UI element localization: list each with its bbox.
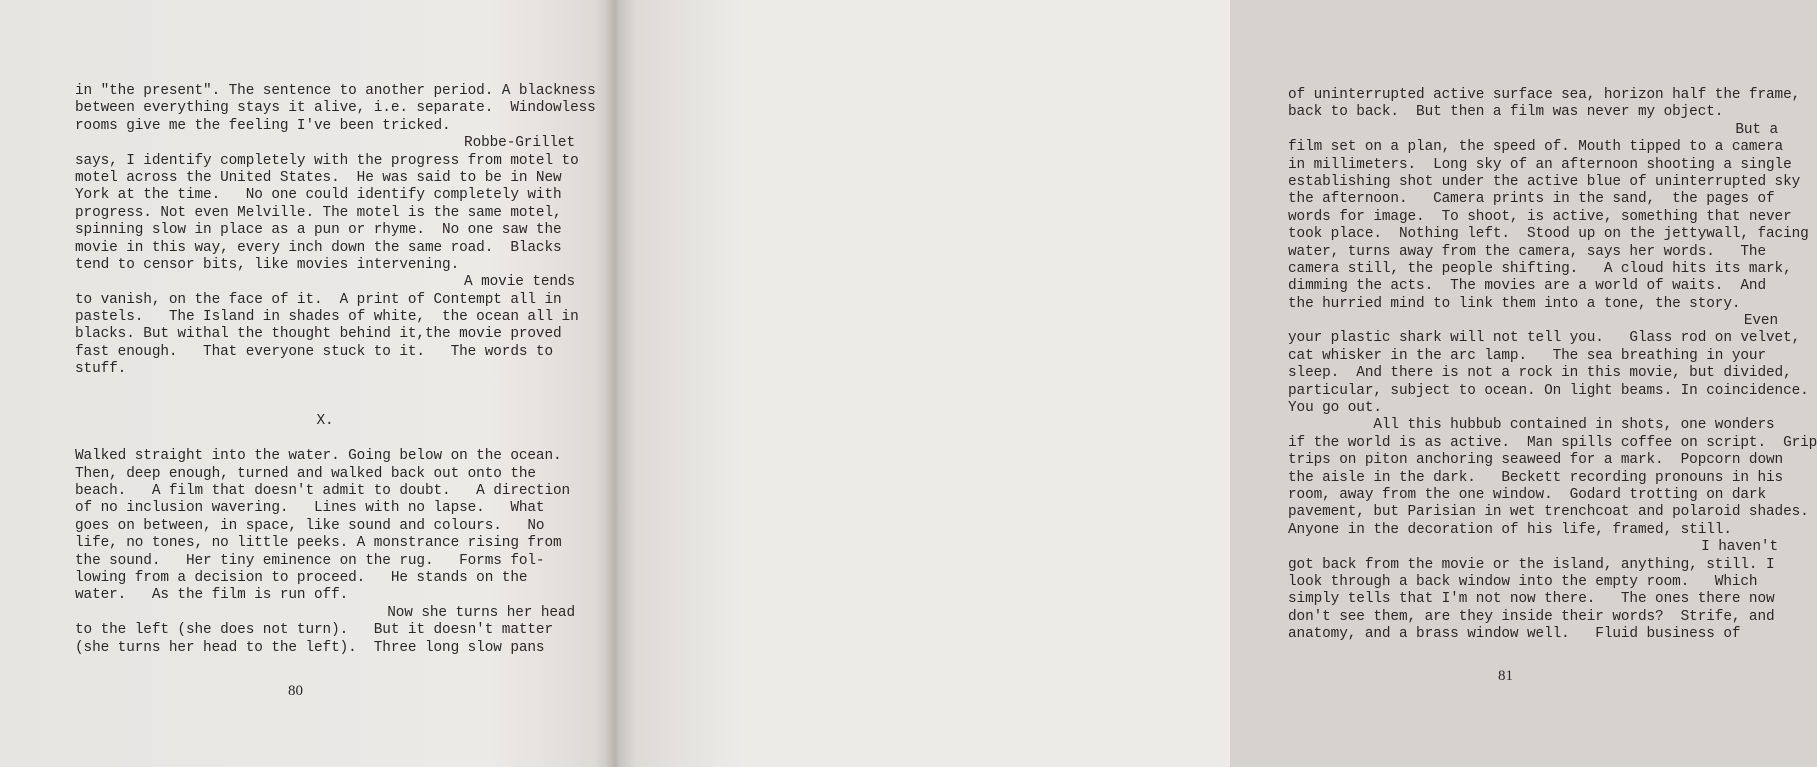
text-line: tend to censor bits, like movies intervening.	[75, 256, 460, 273]
text-line: anatomy, and a brass window well. Fluid business of	[1288, 626, 1741, 643]
text-line: movie in this way, every inch down the same road. Blacks	[75, 239, 562, 256]
text-line: All this hubbub contained in shots, one wonders	[1288, 417, 1775, 434]
text-line	[75, 431, 575, 448]
text-line: motel across the United States. He was said to be in New	[75, 169, 562, 186]
section-heading: X.	[316, 413, 334, 430]
text-line: Even	[1743, 313, 1778, 330]
text-line: A movie tends	[464, 274, 575, 291]
text-line: spinning slow in place as a pun or rhyme. No one saw the	[75, 222, 562, 239]
text-line: stuff.	[75, 361, 127, 378]
text-line: the aisle in the dark. Beckett recording pronouns in his	[1288, 469, 1784, 486]
text-line: if the world is as active. Man spills coffee on script. Grip	[1288, 434, 1817, 451]
text-line: pavement, but Parisian in wet trenchcoat and polaroid shades.	[1288, 504, 1809, 521]
text-line: goes on between, in space, like sound and colours. No	[75, 517, 545, 534]
left-page-text	[75, 83, 596, 657]
text-line: You go out.	[1288, 400, 1382, 417]
left-page	[0, 0, 612, 767]
text-line: particular, subject to ocean. On light beams. In coincidence.	[1288, 382, 1809, 399]
text-line: of no inclusion wavering. Lines with no lapse. What	[75, 500, 545, 517]
text-line: establishing shot under the active blue of uninterrupted sky	[1288, 173, 1801, 190]
right-page-text	[1288, 87, 1817, 644]
text-line: your plastic shark will not tell you. Glass rod on velvet,	[1288, 330, 1801, 347]
text-line: room, away from the one window. Godard trotting on dark	[1288, 486, 1767, 503]
left-page-number: 80	[288, 683, 303, 699]
right-page	[618, 0, 1817, 767]
text-line: lowing from a decision to proceed. He stands on the	[75, 569, 528, 586]
text-line: took place. Nothing left. Stood up on the jettywall, facing	[1288, 226, 1809, 243]
text-line	[75, 379, 575, 396]
text-line: the afternoon. Camera prints in the sand, the pages of	[1288, 191, 1775, 208]
text-line: water. As the film is run off.	[75, 587, 349, 604]
text-line: got back from the movie or the island, anything, still. I	[1288, 556, 1775, 573]
text-line: progress. Not even Melville. The motel is the same motel,	[75, 204, 562, 221]
text-line: in millimeters. Long sky of an afternoon shooting a single	[1288, 156, 1792, 173]
text-line: cat whisker in the arc lamp. The sea breathing in your	[1288, 347, 1767, 364]
text-line: to vanish, on the face of it. A print of Contempt all in	[75, 291, 562, 308]
text-line: York at the time. No one could identify completely with	[75, 187, 562, 204]
text-line: beach. A film that doesn't admit to doubt. A direction	[75, 482, 571, 499]
text-line: Now she turns her head	[387, 604, 575, 621]
text-line: Walked straight into the water. Going below on the ocean.	[75, 448, 562, 465]
text-line: to the left (she does not turn). But it doesn't matter	[75, 622, 554, 639]
text-line: sleep. And there is not a rock in this movie, but divided,	[1288, 365, 1792, 382]
text-line: film set on a plan, the speed of. Mouth tipped to a camera	[1288, 139, 1784, 156]
text-line: rooms give me the feeling I've been tricked.	[75, 117, 451, 134]
text-line: back to back. But then a film was never my object.	[1288, 104, 1724, 121]
text-line: the sound. Her tiny eminence on the rug. Forms fol-	[75, 552, 545, 569]
text-line: between everything stays it alive, i.e. separate. Windowless	[75, 100, 596, 117]
text-line: in "the present". The sentence to another period. A blackness	[75, 83, 596, 99]
right-page-number: 81	[1498, 668, 1513, 684]
text-line: look through a back window into the empty room. Which	[1288, 573, 1758, 590]
text-line	[75, 396, 575, 413]
text-line: Then, deep enough, turned and walked back out onto the	[75, 465, 536, 482]
text-line: blacks. But withal the thought behind it,the movie proved	[75, 326, 562, 343]
text-line: Robbe-Grillet	[464, 135, 575, 152]
text-line: words for image. To shoot, is active, something that never	[1288, 208, 1792, 225]
text-line: the hurried mind to link them into a tone, the story.	[1288, 295, 1741, 312]
text-line: Anyone in the decoration of his life, framed, still.	[1288, 521, 1732, 538]
text-line: life, no tones, no little peeks. A monstrance rising from	[75, 535, 562, 552]
text-line: I haven't	[1701, 539, 1778, 556]
text-line: But a	[1735, 121, 1778, 138]
text-line: simply tells that I'm not now there. The ones there now	[1288, 591, 1775, 608]
text-line: says, I identify completely with the progress from motel to	[75, 152, 579, 169]
text-line: dimming the acts. The movies are a world of waits. And	[1288, 278, 1767, 295]
text-line: (she turns her head to the left). Three long slow pans	[75, 639, 545, 656]
text-line: trips on piton anchoring seaweed for a mark. Popcorn down	[1288, 452, 1784, 469]
text-line: don't see them, are they inside their words? Strife, and	[1288, 608, 1775, 625]
text-line: camera still, the people shifting. A cloud hits its mark,	[1288, 260, 1792, 277]
text-line: pastels. The Island in shades of white, the ocean all in	[75, 309, 579, 326]
text-line: fast enough. That everyone stuck to it. The words to	[75, 343, 554, 360]
text-line: water, turns away from the camera, says her words. The	[1288, 243, 1767, 260]
text-line: of uninterrupted active surface sea, horizon half the frame,	[1288, 87, 1801, 103]
